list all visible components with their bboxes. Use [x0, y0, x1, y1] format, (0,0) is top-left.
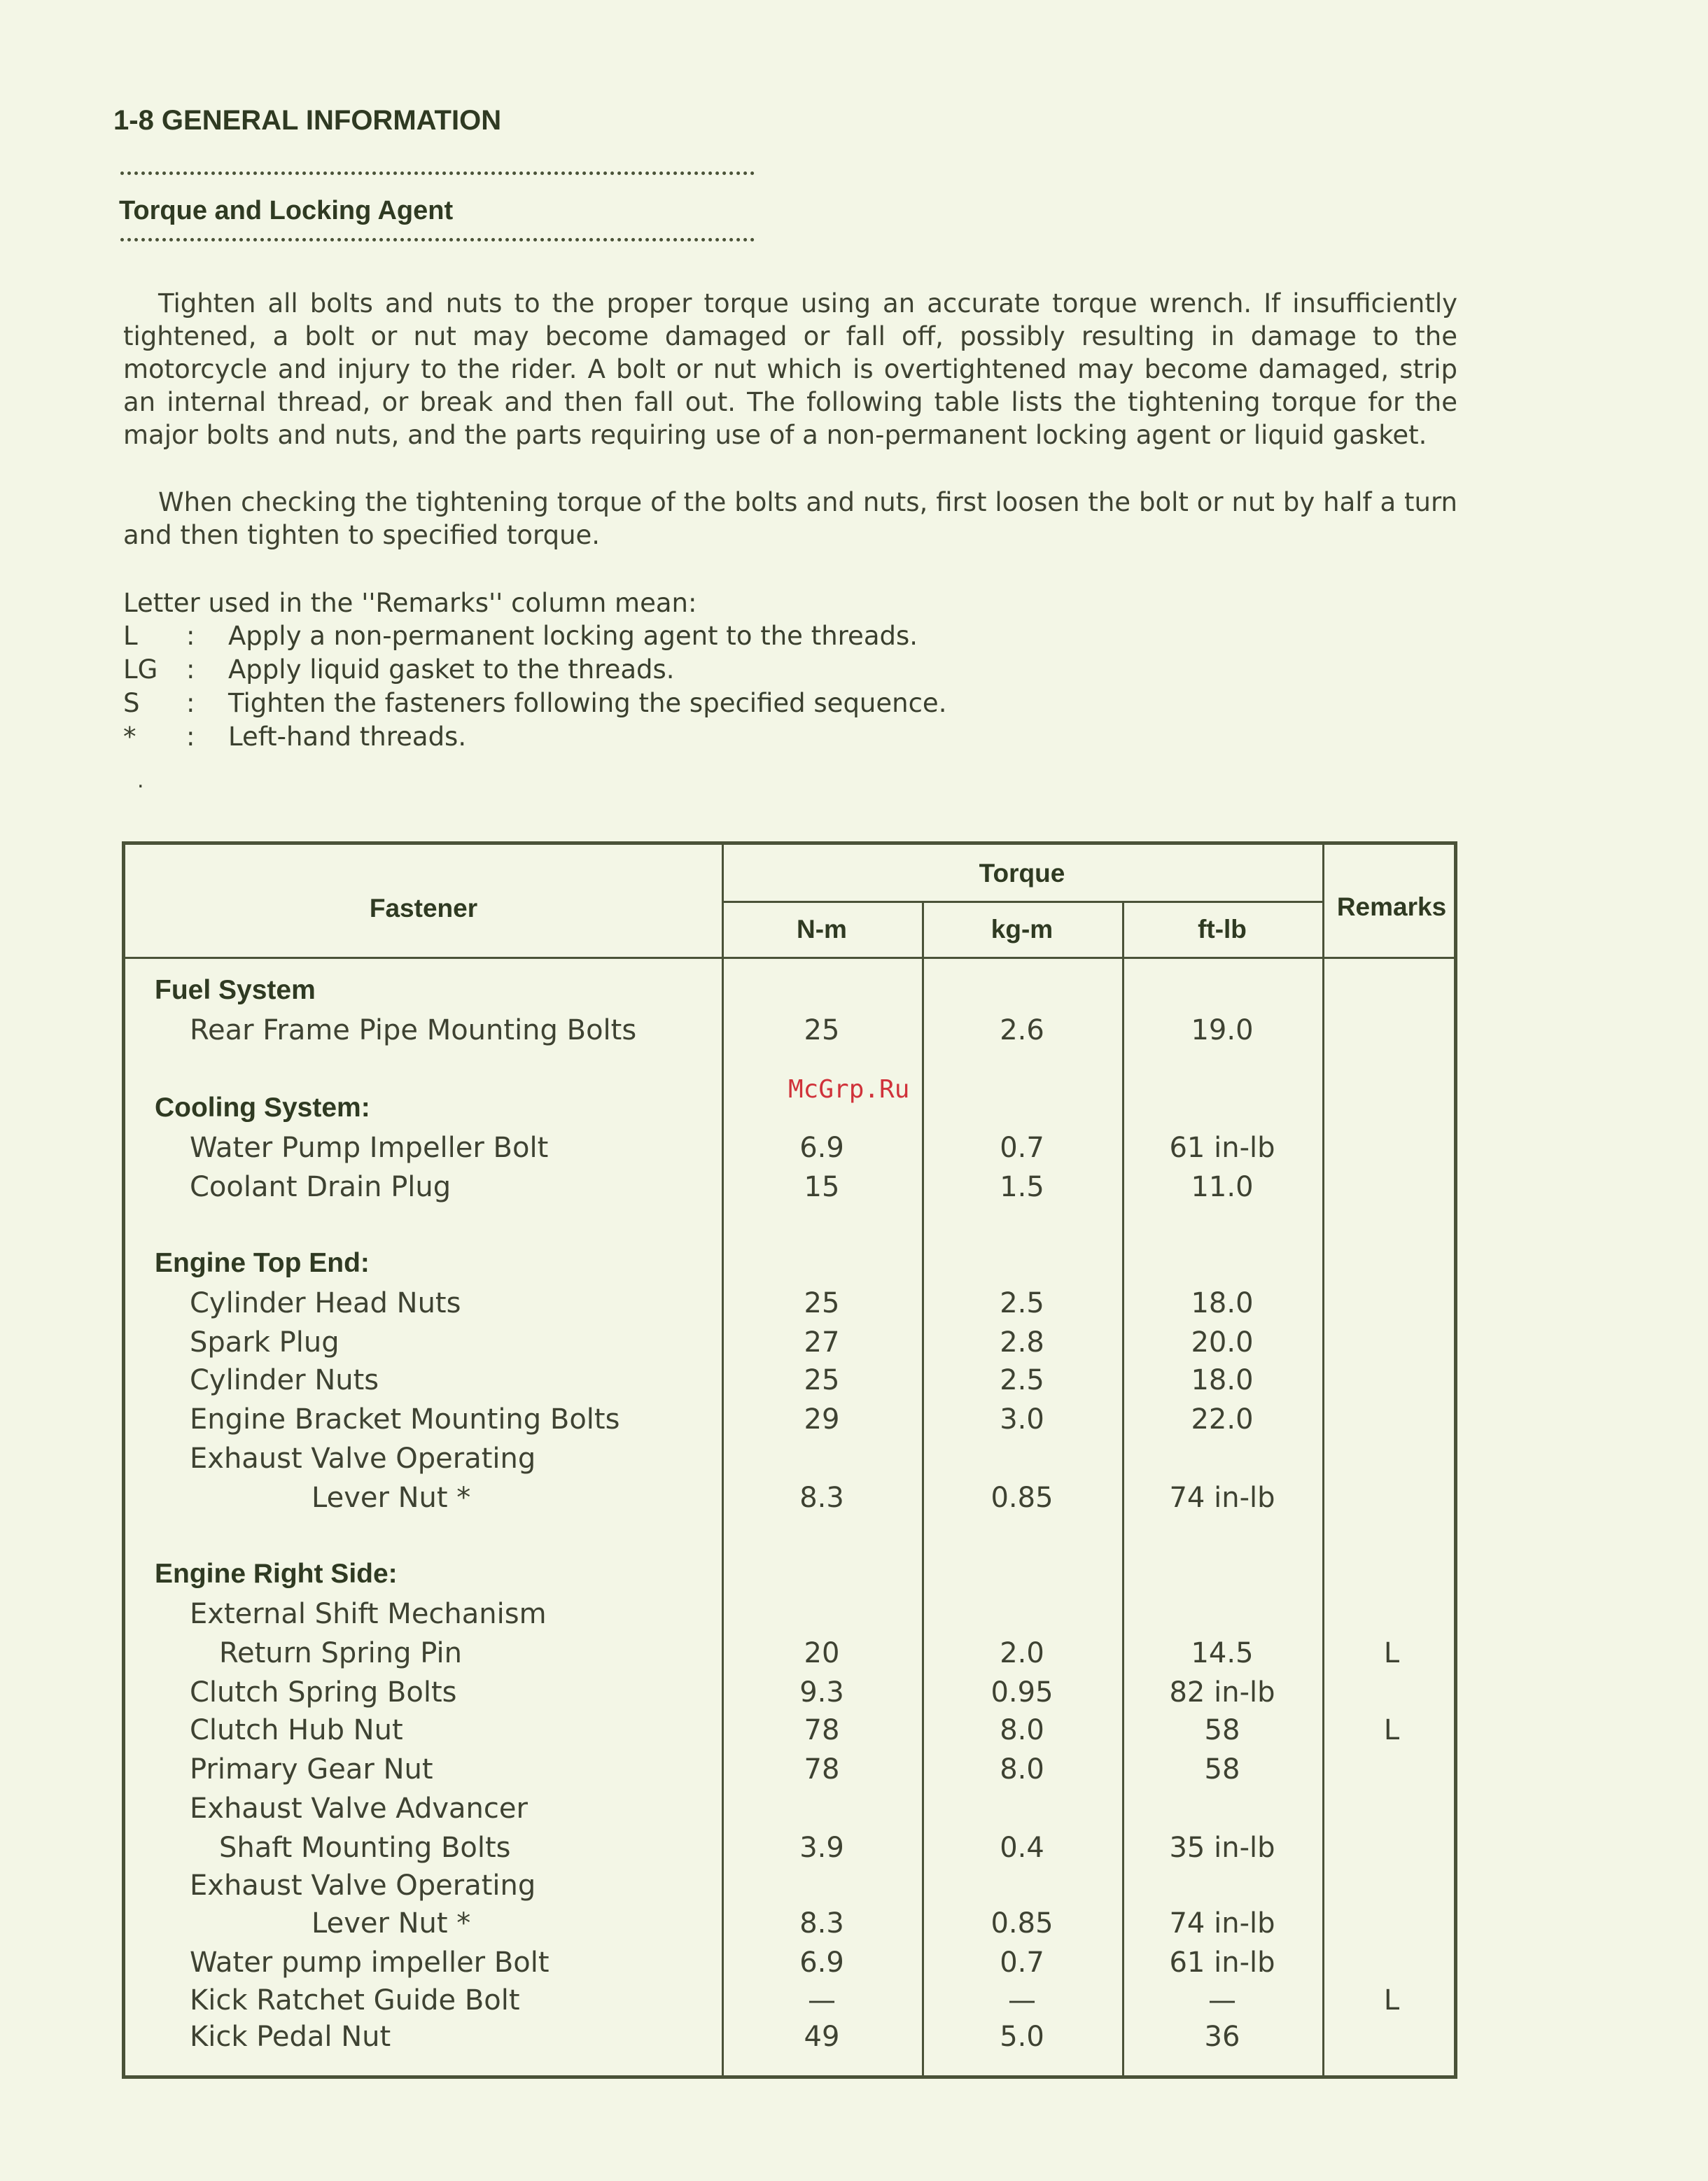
table-header-rule [125, 957, 1454, 959]
cell-kgm: 1.5 [1000, 1171, 1044, 1203]
row-name: Cylinder Nuts [190, 1364, 379, 1396]
torque-table [122, 841, 1457, 2079]
row-name: Exhaust Valve Operating [190, 1443, 536, 1475]
row-name: Water Pump Impeller Bolt [190, 1132, 549, 1164]
cell-nm: 8.3 [799, 1907, 844, 1940]
row-name: Rear Frame Pipe Mounting Bolts [190, 1014, 637, 1046]
cell-ftlb: 18.0 [1191, 1364, 1254, 1396]
cell-nm: 6.9 [799, 1132, 844, 1164]
cell-nm: 78 [804, 1714, 840, 1746]
cell-kgm: 2.5 [1000, 1364, 1044, 1396]
cell-nm: — [808, 1984, 836, 2017]
legend-intro: Letter used in the ''Remarks'' column mean: [123, 588, 697, 618]
cell-remarks: L [1383, 1637, 1400, 1669]
cell-kgm: 2.6 [1000, 1014, 1044, 1046]
cell-ftlb: 14.5 [1191, 1637, 1254, 1669]
cell-nm: 25 [804, 1014, 840, 1046]
cell-kgm: 2.0 [1000, 1637, 1044, 1669]
cell-ftlb: 61 in-lb [1169, 1947, 1275, 1979]
legend-colon: : [186, 688, 195, 718]
legend-key: * [123, 722, 136, 752]
cell-kgm: — [1008, 1984, 1036, 2017]
header-remarks: Remarks [1336, 892, 1447, 921]
legend-text: Left-hand threads. [228, 722, 467, 752]
check-paragraph: When checking the tightening torque of the bolts and nuts, first loosen the bolt or nut by half a turn and then tighten to specified torque. [123, 487, 1457, 550]
header-ftlb: ft-lb [1198, 915, 1247, 944]
dotted-rule-top [120, 171, 755, 175]
legend-item-l [123, 619, 946, 653]
group-engine-top-end: Engine Top End: [155, 1248, 370, 1278]
cell-ftlb: 74 in-lb [1169, 1907, 1275, 1940]
cell-kgm: 0.85 [990, 1482, 1054, 1514]
cell-nm: 3.9 [799, 1832, 844, 1864]
legend-colon: : [186, 621, 195, 651]
table-divider [1322, 845, 1324, 2075]
cell-nm: 25 [804, 1364, 840, 1396]
cell-remarks: L [1383, 1984, 1400, 2017]
legend-text: Tighten the fasteners following the specified sequence. [228, 688, 947, 718]
legend-text: Apply a non-permanent locking agent to the threads. [228, 621, 918, 651]
cell-ftlb: 19.0 [1191, 1014, 1254, 1046]
legend-key: LG [123, 654, 158, 685]
row-name: Primary Gear Nut [190, 1753, 433, 1786]
cell-ftlb: 58 [1204, 1753, 1240, 1786]
cell-kgm: 0.85 [990, 1907, 1054, 1940]
cell-ftlb: 58 [1204, 1714, 1240, 1746]
header-kgm: kg-m [990, 915, 1054, 944]
page-header: 1-8 GENERAL INFORMATION [113, 105, 502, 136]
header-torque: Torque [979, 859, 1065, 888]
cell-kgm: 0.7 [1000, 1947, 1044, 1979]
cell-kgm: 0.95 [990, 1676, 1054, 1709]
cell-ftlb: 61 in-lb [1169, 1132, 1275, 1164]
row-name: Spark Plug [190, 1326, 340, 1359]
row-name-continued: Return Spring Pin [219, 1637, 462, 1669]
cell-nm: 78 [804, 1753, 840, 1786]
cell-kgm: 3.0 [1000, 1403, 1044, 1436]
group-engine-right-side: Engine Right Side: [155, 1559, 398, 1589]
legend-colon: : [186, 654, 195, 685]
cell-nm: 20 [804, 1637, 840, 1669]
cell-ftlb: 36 [1204, 2021, 1240, 2053]
row-name: Exhaust Valve Operating [190, 1870, 536, 1902]
cell-ftlb: 20.0 [1191, 1326, 1254, 1359]
row-name: Kick Ratchet Guide Bolt [190, 1984, 520, 2017]
cell-nm: 8.3 [799, 1482, 844, 1514]
cell-nm: 6.9 [799, 1947, 844, 1979]
intro-paragraph: Tighten all bolts and nuts to the proper torque using an accurate torque wrench. If insufficiently tightened, a bolt or nut may become damaged or fall off, possibly resulting in damage to the motorcycle and injury to the rider. A bolt or nut which is overtightened may become damaged, strip an internal thread, or break and then fall out. The following table lists the tightening torque for the major bolts and nuts, and the parts requiring use of a non-permanent locking agent or liquid gasket. [123, 288, 1457, 450]
row-name: Clutch Hub Nut [190, 1714, 403, 1746]
row-name-continued: Lever Nut * [312, 1907, 471, 1940]
legend-item-asterisk [123, 720, 946, 754]
cell-remarks: L [1383, 1714, 1400, 1746]
watermark-text: McGrp.Ru [788, 1075, 910, 1104]
cell-ftlb: — [1208, 1984, 1236, 2017]
row-name: Cylinder Head Nuts [190, 1287, 461, 1319]
row-name: Exhaust Valve Advancer [190, 1793, 528, 1825]
row-name: Kick Pedal Nut [190, 2021, 391, 2053]
cell-kgm: 0.7 [1000, 1132, 1044, 1164]
cell-ftlb: 22.0 [1191, 1403, 1254, 1436]
cell-nm: 29 [804, 1403, 840, 1436]
header-nm: N-m [797, 915, 847, 944]
group-cooling-system: Cooling System: [155, 1093, 370, 1123]
cell-ftlb: 11.0 [1191, 1171, 1254, 1203]
cell-nm: 9.3 [799, 1676, 844, 1709]
cell-nm: 27 [804, 1326, 840, 1359]
legend-key: L [123, 621, 138, 651]
cell-kgm: 5.0 [1000, 2021, 1044, 2053]
row-name-continued: Lever Nut * [312, 1482, 471, 1514]
cell-kgm: 2.5 [1000, 1287, 1044, 1319]
row-name: Water pump impeller Bolt [190, 1947, 550, 1979]
stray-dot: . [137, 769, 144, 793]
table-divider [722, 901, 1322, 903]
legend-item-lg [123, 653, 946, 687]
cell-ftlb: 35 in-lb [1169, 1832, 1275, 1864]
cell-nm: 25 [804, 1287, 840, 1319]
row-name: Engine Bracket Mounting Bolts [190, 1403, 620, 1436]
cell-ftlb: 82 in-lb [1169, 1676, 1275, 1709]
header-fastener: Fastener [369, 894, 478, 923]
cell-kgm: 8.0 [1000, 1753, 1044, 1786]
group-fuel-system: Fuel System [155, 975, 316, 1005]
legend-text: Apply liquid gasket to the threads. [228, 654, 675, 685]
cell-ftlb: 18.0 [1191, 1287, 1254, 1319]
cell-nm: 15 [804, 1171, 840, 1203]
cell-kgm: 2.8 [1000, 1326, 1044, 1359]
section-title: Torque and Locking Agent [119, 196, 454, 225]
dotted-rule-bottom [120, 238, 755, 241]
cell-ftlb: 74 in-lb [1169, 1482, 1275, 1514]
row-name: Clutch Spring Bolts [190, 1676, 457, 1709]
legend-key: S [123, 688, 140, 718]
row-name: Coolant Drain Plug [190, 1171, 451, 1203]
remarks-legend [123, 619, 946, 754]
legend-colon: : [186, 722, 195, 752]
cell-kgm: 0.4 [1000, 1832, 1044, 1864]
row-name: External Shift Mechanism [190, 1598, 547, 1630]
legend-item-s [123, 687, 946, 720]
row-name-continued: Shaft Mounting Bolts [219, 1832, 511, 1864]
cell-kgm: 8.0 [1000, 1714, 1044, 1746]
cell-nm: 49 [804, 2021, 840, 2053]
